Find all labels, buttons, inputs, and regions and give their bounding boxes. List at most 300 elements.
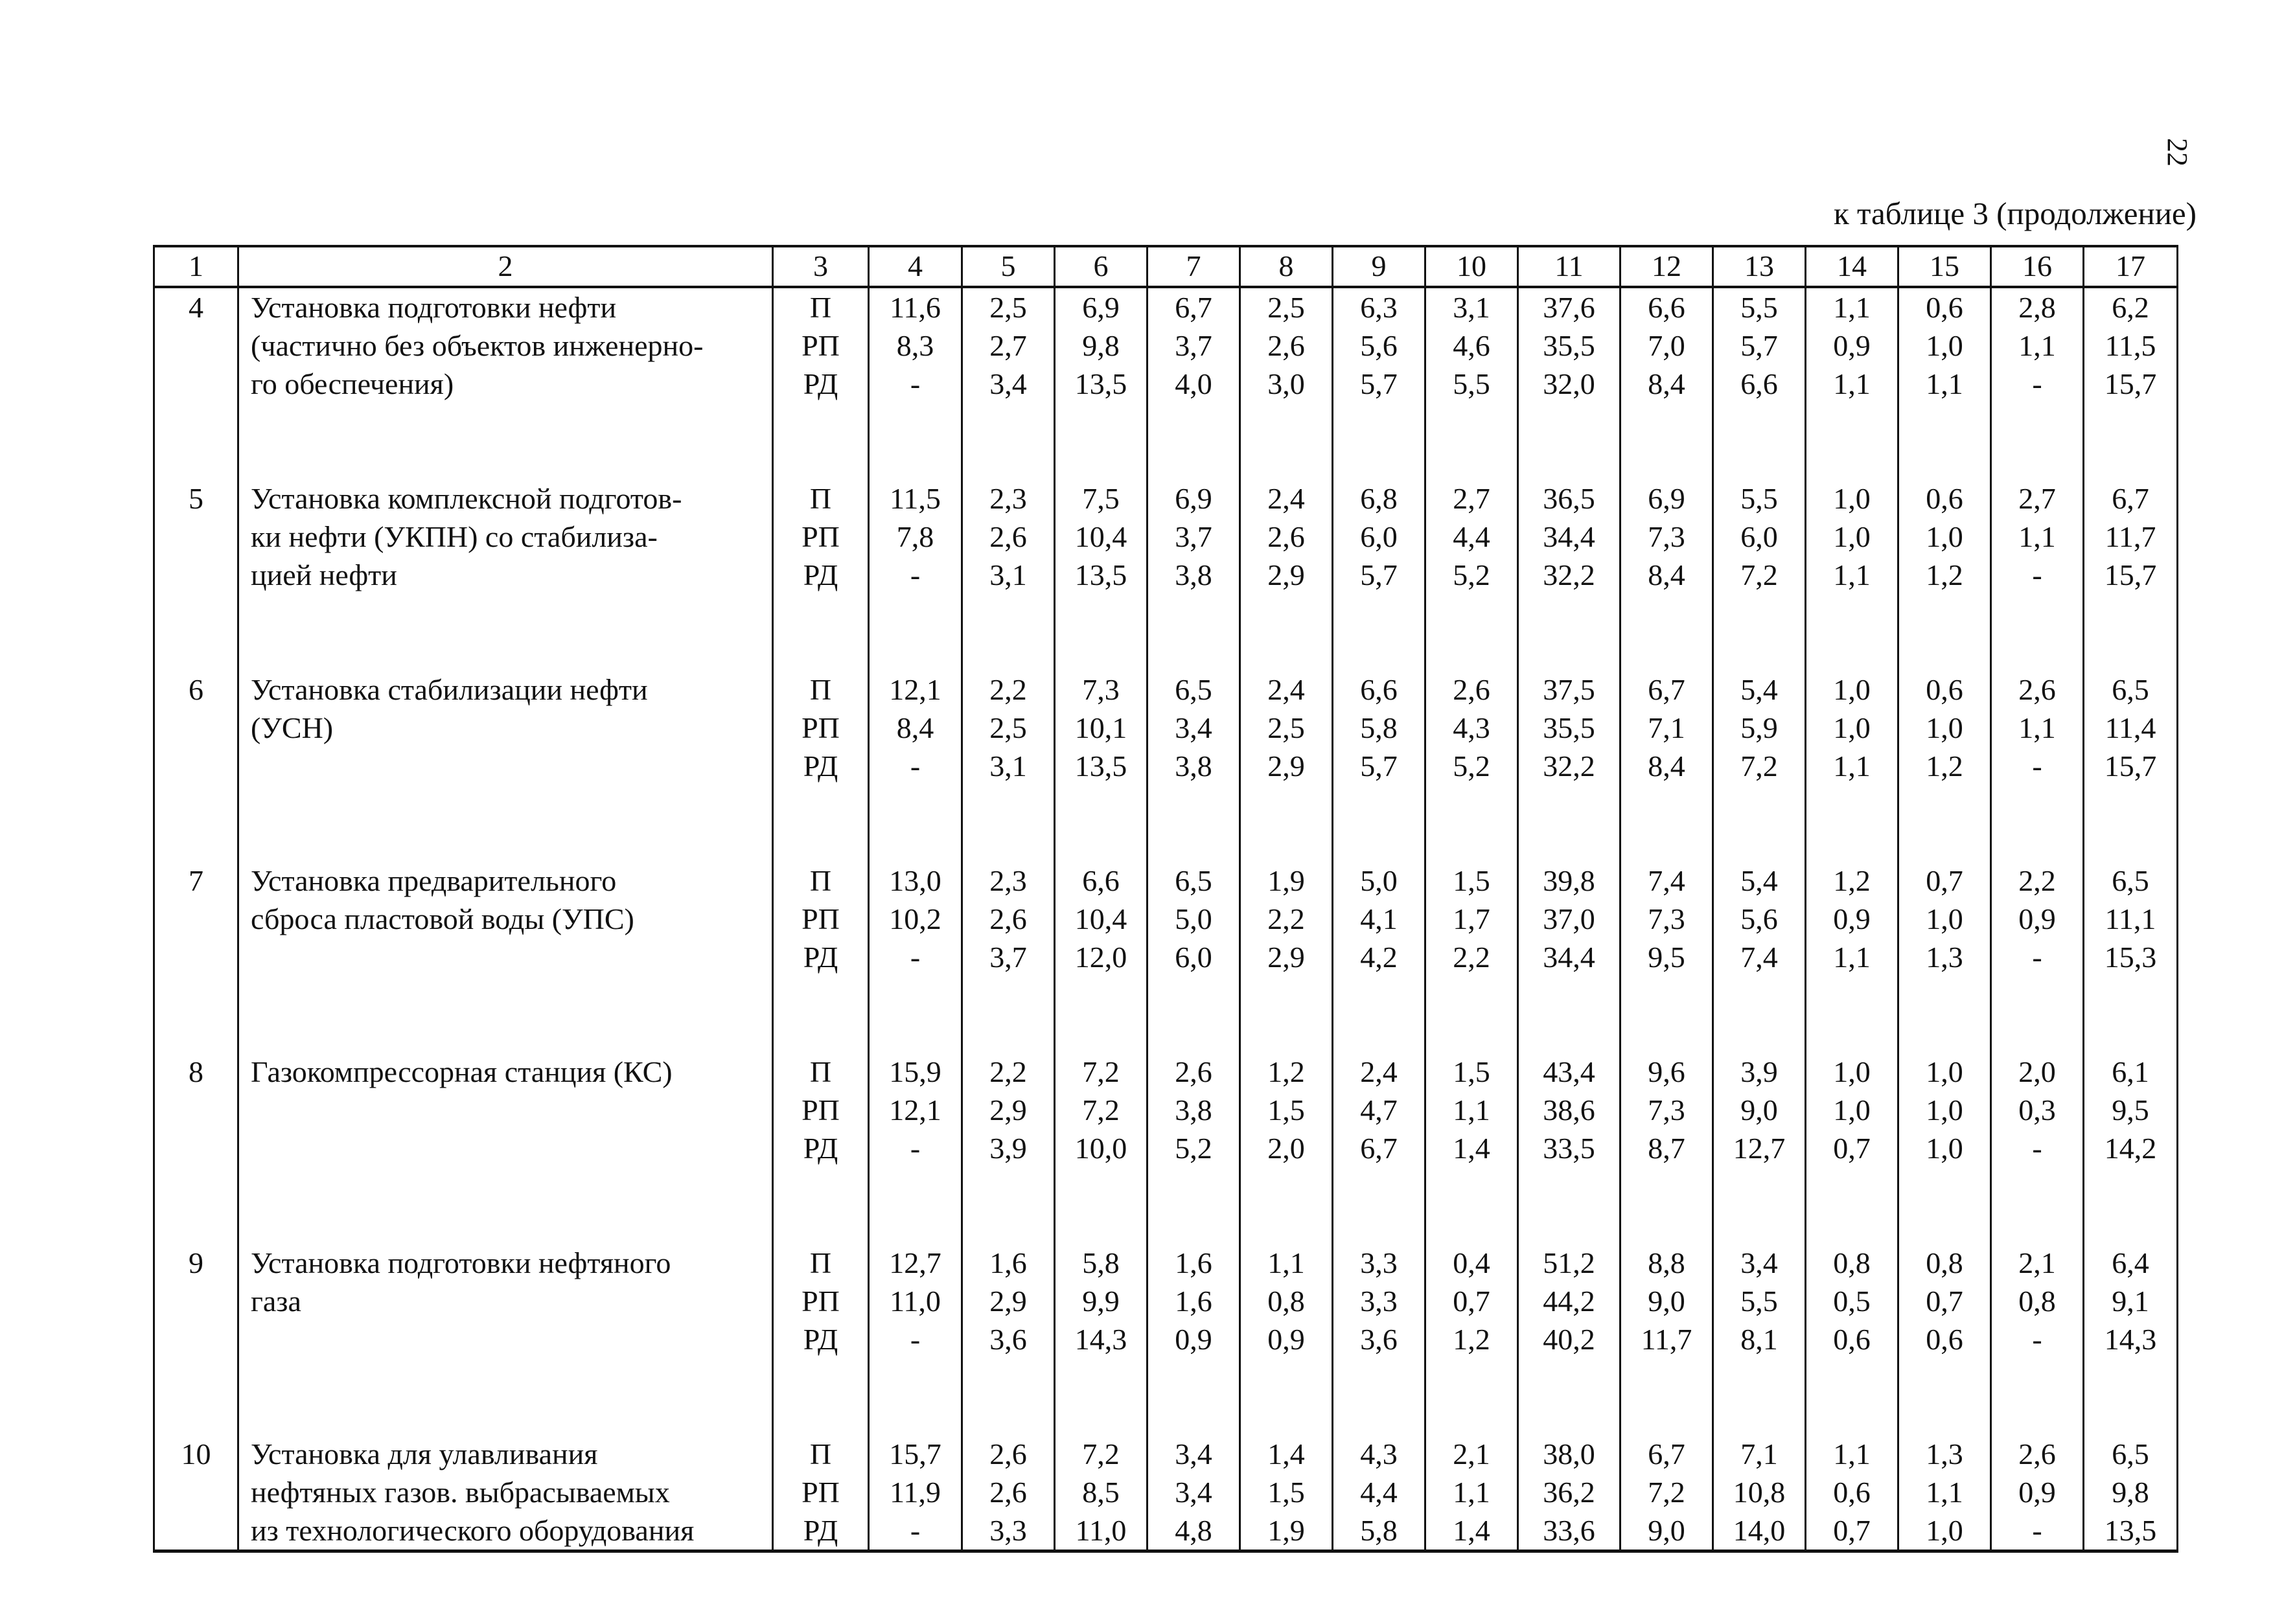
value-col-14 [1806, 1053, 1898, 1244]
value-col-4 [869, 862, 962, 1053]
value-cell: 36,2 [1543, 1476, 1595, 1509]
value-cell: 2,2 [2018, 864, 2056, 897]
value-cell: 10,8 [1733, 1476, 1786, 1509]
stage-type-value: РД [803, 1323, 838, 1356]
value-col-16 [1991, 479, 2084, 670]
row-number-text: 8 [189, 1055, 203, 1088]
value-col-16 [1991, 1435, 2084, 1551]
value-cell: 39,8 [1543, 864, 1595, 897]
value-cell: 15,7 [2104, 558, 2157, 591]
object-name-line [251, 1091, 772, 1129]
value-cell: 14,2 [2104, 1132, 2157, 1165]
value-cell: 11,7 [2105, 520, 2156, 553]
value-cell: 3,4 [989, 367, 1027, 400]
value-cell: 2,9 [1267, 941, 1305, 974]
object-name-line: сброса пластовой воды (УПС) [251, 902, 634, 935]
value-cell: 3,7 [1175, 329, 1212, 362]
value-cell: 2,7 [2018, 482, 2056, 515]
value-col-4 [869, 1053, 962, 1244]
value-cell: 7,5 [1082, 482, 1120, 515]
value-cell: 5,5 [1453, 367, 1490, 400]
value-cell: 8,4 [1648, 749, 1685, 783]
stage-type [773, 287, 869, 479]
value-cell: 3,6 [989, 1323, 1027, 1356]
value-col-8 [1240, 287, 1333, 479]
value-cell: 6,6 [1360, 673, 1398, 706]
value-col-5 [962, 1244, 1055, 1435]
value-col-11 [1518, 1053, 1621, 1244]
value-cell: 12,1 [889, 673, 941, 706]
value-col-9 [1333, 1244, 1425, 1435]
row-number-text: 6 [189, 673, 203, 706]
value-cell: 3,1 [989, 558, 1027, 591]
value-cell: 1,2 [1926, 558, 1963, 591]
object-name-line: Установка для улавливания [251, 1437, 598, 1470]
value-col-17 [2084, 287, 2178, 479]
object-name [238, 1053, 773, 1244]
object-name-line: ки нефти (УКПН) со стабилиза- [251, 520, 658, 553]
table-body [154, 246, 2178, 1551]
value-cell: 3,6 [1360, 1323, 1398, 1356]
value-col-12 [1621, 1435, 1713, 1551]
stage-type-value: РП [802, 1093, 840, 1127]
value-cell: 1,0 [1833, 482, 1871, 515]
value-cell: 37,6 [1543, 291, 1595, 324]
value-cell: - [2032, 367, 2042, 400]
stage-type-value: РП [802, 711, 840, 744]
value-col-15 [1898, 1435, 1991, 1551]
value-cell: 4,8 [1175, 1514, 1212, 1547]
value-cell: 1,4 [1453, 1514, 1490, 1547]
value-col-15 [1898, 670, 1991, 862]
value-cell: 9,5 [1648, 941, 1685, 974]
value-col-10 [1425, 1435, 1518, 1551]
header-cell-17: 17 [2084, 246, 2178, 287]
value-cell: 6,9 [1175, 482, 1212, 515]
value-cell: 8,5 [1082, 1476, 1120, 1509]
value-cell: 1,5 [1267, 1476, 1305, 1509]
value-cell: 1,5 [1453, 864, 1490, 897]
value-cell: 3,3 [989, 1514, 1027, 1547]
value-cell: 1,2 [1267, 1055, 1305, 1088]
value-cell: 3,8 [1175, 1093, 1212, 1127]
value-col-4 [869, 1435, 962, 1551]
stage-type [773, 862, 869, 1053]
object-name [238, 1244, 773, 1435]
value-cell: 6,7 [1648, 673, 1685, 706]
value-col-14 [1806, 479, 1898, 670]
object-name-line [251, 1129, 772, 1167]
value-col-10 [1425, 479, 1518, 670]
value-cell: 1,9 [1267, 864, 1305, 897]
value-cell: 2,3 [989, 482, 1027, 515]
stage-type-value: РД [803, 558, 838, 591]
object-name-line: нефтяных газов. выбрасываемых [251, 1476, 670, 1509]
value-cell: 11,0 [1075, 1514, 1127, 1547]
value-cell: 7,2 [1082, 1437, 1120, 1470]
object-name-line: цией нефти [251, 558, 397, 591]
value-col-14 [1806, 287, 1898, 479]
value-cell: 1,0 [1833, 711, 1871, 744]
value-cell: 43,4 [1543, 1055, 1595, 1088]
value-cell: 2,6 [1267, 520, 1305, 553]
value-cell: 0,6 [1926, 1323, 1963, 1356]
value-cell: 11,5 [2105, 329, 2156, 362]
value-cell: 5,2 [1453, 558, 1490, 591]
value-col-15 [1898, 862, 1991, 1053]
table-row [154, 287, 2178, 479]
value-cell: 4,4 [1453, 520, 1490, 553]
value-cell: 6,6 [1082, 864, 1120, 897]
value-cell: 1,1 [1926, 367, 1963, 400]
value-col-14 [1806, 1435, 1898, 1551]
value-col-5 [962, 862, 1055, 1053]
object-name-line [251, 1320, 772, 1358]
value-cell: 13,0 [889, 864, 941, 897]
value-cell: 6,5 [1175, 864, 1212, 897]
header-cell-13: 13 [1713, 246, 1806, 287]
stage-type-value: П [809, 1246, 832, 1279]
value-cell: 1,0 [1926, 520, 1963, 553]
value-col-9 [1333, 670, 1425, 862]
value-cell: - [2032, 1132, 2042, 1165]
value-col-13 [1713, 1053, 1806, 1244]
value-cell: 1,1 [1833, 749, 1871, 783]
value-col-8 [1240, 479, 1333, 670]
value-cell: 0,3 [2018, 1093, 2056, 1127]
value-cell: 1,1 [1833, 367, 1871, 400]
value-cell: 6,0 [1360, 520, 1398, 553]
value-cell: 6,6 [1740, 367, 1778, 400]
value-cell: 7,2 [1740, 558, 1778, 591]
object-name-line: (частично без объектов инженерно- [251, 329, 704, 362]
value-cell: 2,2 [989, 1055, 1027, 1088]
value-cell: 0,9 [1833, 902, 1871, 935]
value-cell: 3,4 [1175, 1437, 1212, 1470]
object-name [238, 670, 773, 862]
header-cell-6: 6 [1055, 246, 1148, 287]
value-cell: 0,9 [2018, 1476, 2056, 1509]
value-cell: 11,0 [890, 1285, 941, 1318]
row-number-text: 10 [181, 1437, 211, 1470]
value-cell: 0,7 [1926, 864, 1963, 897]
value-col-10 [1425, 862, 1518, 1053]
value-cell: 9,1 [2112, 1285, 2149, 1318]
value-cell: 7,2 [1082, 1055, 1120, 1088]
value-cell: 1,1 [1833, 558, 1871, 591]
value-col-15 [1898, 1244, 1991, 1435]
value-cell: 0,8 [1833, 1246, 1871, 1279]
value-col-7 [1148, 1435, 1240, 1551]
value-cell: 10,4 [1074, 902, 1127, 935]
value-cell: 3,8 [1175, 749, 1212, 783]
value-cell: - [2032, 558, 2042, 591]
value-cell: 11,1 [2105, 902, 2156, 935]
value-cell: 2,5 [1267, 711, 1305, 744]
header-row [154, 246, 2178, 287]
value-cell: 1,6 [1175, 1246, 1212, 1279]
value-col-12 [1621, 670, 1713, 862]
value-cell: 2,0 [2018, 1055, 2056, 1088]
value-cell: - [2032, 1514, 2042, 1547]
value-cell: 1,0 [1833, 673, 1871, 706]
value-col-5 [962, 479, 1055, 670]
value-col-8 [1240, 862, 1333, 1053]
value-cell: 6,3 [1360, 291, 1398, 324]
value-col-5 [962, 1435, 1055, 1551]
value-cell: 3,3 [1360, 1246, 1398, 1279]
stage-type-value: РД [803, 1514, 838, 1547]
value-cell: 0,7 [1833, 1514, 1871, 1547]
value-cell: 51,2 [1543, 1246, 1595, 1279]
value-cell: 1,0 [1833, 1055, 1871, 1088]
value-col-9 [1333, 1053, 1425, 1244]
value-col-11 [1518, 862, 1621, 1053]
value-cell: 1,2 [1453, 1323, 1490, 1356]
value-cell: 1,6 [1175, 1285, 1212, 1318]
value-cell: 0,7 [1833, 1132, 1871, 1165]
value-cell: 2,6 [989, 1437, 1027, 1470]
value-col-11 [1518, 1435, 1621, 1551]
value-col-14 [1806, 862, 1898, 1053]
value-cell: 2,6 [1175, 1055, 1212, 1088]
value-col-8 [1240, 1435, 1333, 1551]
value-col-10 [1425, 1053, 1518, 1244]
value-cell: 10,0 [1074, 1132, 1127, 1165]
value-cell: 1,1 [2018, 711, 2056, 744]
stage-type [773, 479, 869, 670]
value-cell: 5,8 [1082, 1246, 1120, 1279]
value-col-13 [1713, 1244, 1806, 1435]
value-cell: 7,3 [1648, 1093, 1685, 1127]
value-cell: 6,7 [1175, 291, 1212, 324]
value-col-4 [869, 1244, 962, 1435]
value-cell: 7,1 [1648, 711, 1685, 744]
table-row [154, 862, 2178, 1053]
value-col-17 [2084, 1435, 2178, 1551]
value-cell: 3,1 [1453, 291, 1490, 324]
value-cell: 0,6 [1926, 482, 1963, 515]
value-cell: 3,9 [989, 1132, 1027, 1165]
header-cell-12: 12 [1621, 246, 1713, 287]
object-name [238, 479, 773, 670]
value-cell: 32,0 [1543, 367, 1595, 400]
value-col-7 [1148, 1053, 1240, 1244]
value-cell: 4,6 [1453, 329, 1490, 362]
value-cell: 0,6 [1833, 1323, 1871, 1356]
value-cell: 34,4 [1543, 941, 1595, 974]
value-cell: 15,7 [2104, 367, 2157, 400]
value-cell: 4,2 [1360, 941, 1398, 974]
object-name-line [251, 747, 772, 785]
value-col-11 [1518, 1244, 1621, 1435]
value-cell: 2,2 [989, 673, 1027, 706]
value-col-15 [1898, 479, 1991, 670]
value-cell: 37,0 [1543, 902, 1595, 935]
value-cell: 0,5 [1833, 1285, 1871, 1318]
value-cell: 6,5 [2112, 864, 2149, 897]
stage-type-value: П [809, 673, 832, 706]
stage-type-value: РД [803, 941, 838, 974]
value-cell: - [910, 367, 921, 400]
stage-type [773, 1053, 869, 1244]
value-cell: 4,3 [1360, 1437, 1398, 1470]
value-cell: 12,7 [889, 1246, 941, 1279]
value-col-17 [2084, 1053, 2178, 1244]
value-cell: 2,6 [989, 520, 1027, 553]
value-cell: 2,9 [989, 1093, 1027, 1127]
value-col-10 [1425, 1244, 1518, 1435]
header-cell-4: 4 [869, 246, 962, 287]
value-cell: 11,4 [2105, 711, 2156, 744]
object-name [238, 1435, 773, 1551]
data-table [153, 245, 2178, 1553]
value-cell: 6,7 [1360, 1132, 1398, 1165]
value-cell: 5,6 [1740, 902, 1778, 935]
value-cell: 9,9 [1082, 1285, 1120, 1318]
value-cell: 9,8 [2112, 1476, 2149, 1509]
table-row [154, 1053, 2178, 1244]
value-cell: 2,5 [989, 711, 1027, 744]
value-cell: 5,4 [1740, 864, 1778, 897]
value-cell: 2,9 [989, 1285, 1027, 1318]
value-cell: 5,5 [1740, 1285, 1778, 1318]
value-cell: 4,3 [1453, 711, 1490, 744]
row-number-text: 9 [189, 1246, 203, 1279]
value-col-11 [1518, 479, 1621, 670]
value-cell: 1,1 [2018, 329, 2056, 362]
value-cell: 4,4 [1360, 1476, 1398, 1509]
value-cell: 3,4 [1175, 711, 1212, 744]
header-cell-10: 10 [1425, 246, 1518, 287]
value-cell: 2,7 [989, 329, 1027, 362]
value-cell: 8,4 [896, 711, 934, 744]
row-number [154, 862, 238, 1053]
value-col-6 [1055, 1435, 1148, 1551]
value-col-13 [1713, 1435, 1806, 1551]
value-col-6 [1055, 862, 1148, 1053]
value-cell: 9,8 [1082, 329, 1120, 362]
value-cell: 1,9 [1267, 1514, 1305, 1547]
value-cell: 6,7 [2112, 482, 2149, 515]
header-cell-3: 3 [773, 246, 869, 287]
value-col-17 [2084, 670, 2178, 862]
value-col-16 [1991, 862, 2084, 1053]
value-cell: 4,0 [1175, 367, 1212, 400]
value-cell: 0,6 [1926, 291, 1963, 324]
value-cell: - [910, 1514, 921, 1547]
value-col-16 [1991, 1053, 2084, 1244]
value-cell: 7,4 [1740, 941, 1778, 974]
value-cell: 12,0 [1074, 941, 1127, 974]
value-col-10 [1425, 287, 1518, 479]
header-cell-2: 2 [238, 246, 773, 287]
stage-type-value: РП [802, 329, 840, 362]
value-cell: 1,1 [1833, 941, 1871, 974]
object-name-line: го обеспечения) [251, 367, 454, 400]
value-cell: 6,6 [1648, 291, 1685, 324]
value-cell: - [910, 941, 921, 974]
value-cell: 6,0 [1175, 941, 1212, 974]
object-name-line: Установка подготовки нефти [251, 291, 617, 324]
value-col-9 [1333, 1435, 1425, 1551]
header-cell-8: 8 [1240, 246, 1333, 287]
value-cell: 44,2 [1543, 1285, 1595, 1318]
value-col-5 [962, 287, 1055, 479]
value-cell: 2,6 [1453, 673, 1490, 706]
value-cell: 14,3 [2104, 1323, 2157, 1356]
object-name-line: Газокомпрессорная станция (КС) [251, 1055, 673, 1088]
value-cell: 7,4 [1648, 864, 1685, 897]
value-cell: 5,8 [1360, 711, 1398, 744]
value-col-6 [1055, 670, 1148, 862]
value-cell: 6,4 [2112, 1246, 2149, 1279]
value-cell: 3,7 [989, 941, 1027, 974]
value-cell: 2,6 [1267, 329, 1305, 362]
value-cell: 5,9 [1740, 711, 1778, 744]
page-number: 22 [2162, 138, 2193, 166]
object-name-line: из технологического оборудования [251, 1514, 695, 1547]
value-cell: 2,0 [1267, 1132, 1305, 1165]
value-col-12 [1621, 1053, 1713, 1244]
value-cell: 6,5 [2112, 673, 2149, 706]
value-cell: 33,5 [1543, 1132, 1595, 1165]
value-cell: 1,4 [1267, 1437, 1305, 1470]
value-col-15 [1898, 1053, 1991, 1244]
object-name-line: Установка подготовки нефтяного [251, 1246, 671, 1279]
value-col-4 [869, 287, 962, 479]
value-col-4 [869, 670, 962, 862]
value-cell: 7,0 [1648, 329, 1685, 362]
value-cell: 1,1 [1833, 291, 1871, 324]
value-cell: 1,1 [1267, 1246, 1305, 1279]
table-row [154, 670, 2178, 862]
value-cell: 2,6 [2018, 673, 2056, 706]
value-cell: 1,2 [1926, 749, 1963, 783]
value-cell: 1,5 [1267, 1093, 1305, 1127]
row-number-text: 5 [189, 482, 203, 515]
value-cell: 7,3 [1648, 520, 1685, 553]
object-name-line [251, 938, 772, 976]
row-number [154, 1053, 238, 1244]
stage-type-value: РП [802, 902, 840, 935]
value-cell: 3,1 [989, 749, 1027, 783]
value-cell: 7,1 [1740, 1437, 1778, 1470]
value-cell: 4,1 [1360, 902, 1398, 935]
value-cell: 12,1 [889, 1093, 941, 1127]
value-cell: 6,9 [1082, 291, 1120, 324]
object-name-line: газа [251, 1285, 301, 1318]
value-cell: 0,8 [1267, 1285, 1305, 1318]
value-col-15 [1898, 287, 1991, 479]
stage-type-value: П [809, 482, 832, 515]
value-col-14 [1806, 1244, 1898, 1435]
row-number-text: 4 [189, 291, 203, 324]
value-cell: 7,3 [1648, 902, 1685, 935]
value-cell: 9,0 [1648, 1514, 1685, 1547]
value-cell: 32,2 [1543, 749, 1595, 783]
value-cell: 1,0 [1926, 1055, 1963, 1088]
value-cell: 0,8 [1926, 1246, 1963, 1279]
value-cell: 0,7 [1453, 1285, 1490, 1318]
value-cell: 35,5 [1543, 711, 1595, 744]
value-cell: 6,5 [1175, 673, 1212, 706]
value-cell: 1,1 [1453, 1476, 1490, 1509]
value-cell: - [2032, 749, 2042, 783]
value-cell: 10,4 [1074, 520, 1127, 553]
value-cell: 3,3 [1360, 1285, 1398, 1318]
value-cell: 13,5 [1074, 558, 1127, 591]
